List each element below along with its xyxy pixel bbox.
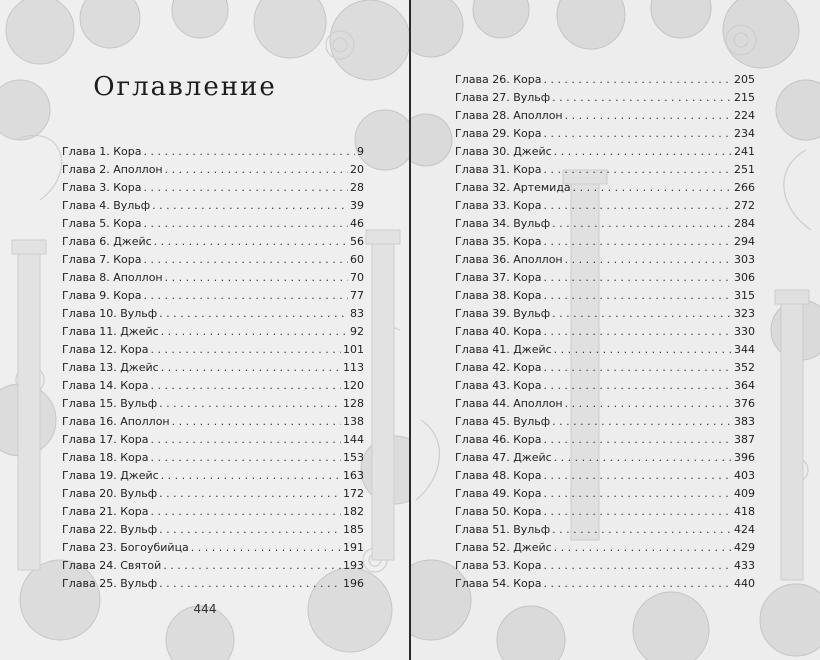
dot-leader	[552, 307, 732, 320]
toc-entry	[455, 343, 755, 361]
chapter-label: Глава 4. Вульф	[62, 199, 151, 212]
chapter-page-number: 303	[734, 253, 755, 266]
dot-leader	[161, 325, 348, 338]
dot-leader	[543, 469, 732, 482]
toc-entry	[62, 145, 364, 163]
chapter-page-number: 83	[350, 307, 364, 320]
chapter-label: Глава 42. Кора	[455, 361, 542, 374]
chapter-label: Глава 32. Артемида	[455, 181, 571, 194]
toc-entry	[455, 559, 755, 577]
chapter-label: Глава 52. Джейс	[455, 541, 552, 554]
chapter-label: Глава 14. Кора	[62, 379, 149, 392]
toc-entry	[455, 487, 755, 505]
dot-leader	[543, 361, 732, 374]
chapter-page-number: 70	[350, 271, 364, 284]
dot-leader	[543, 73, 732, 86]
toc-entry	[62, 343, 364, 361]
chapter-page-number: 144	[343, 433, 364, 446]
chapter-label: Глава 38. Кора	[455, 289, 542, 302]
toc-entry	[455, 253, 755, 271]
chapter-page-number: 92	[350, 325, 364, 338]
dot-leader	[159, 487, 341, 500]
dot-leader	[565, 109, 732, 122]
chapter-label: Глава 37. Кора	[455, 271, 542, 284]
dot-leader	[191, 541, 341, 554]
chapter-page-number: 172	[343, 487, 364, 500]
toc-entry	[62, 397, 364, 415]
toc-entry	[455, 199, 755, 217]
toc-entry	[455, 433, 755, 451]
toc-entry	[62, 541, 364, 559]
chapter-label: Глава 18. Кора	[62, 451, 149, 464]
chapter-page-number: 418	[734, 505, 755, 518]
dot-leader	[143, 181, 348, 194]
chapter-page-number: 403	[734, 469, 755, 482]
dot-leader	[143, 289, 348, 302]
chapter-page-number: 306	[734, 271, 755, 284]
toc-entry	[62, 469, 364, 487]
chapter-page-number: 56	[350, 235, 364, 248]
chapter-label: Глава 5. Кора	[62, 217, 142, 230]
chapter-label: Глава 26. Кора	[455, 73, 542, 86]
chapter-page-number: 205	[734, 73, 755, 86]
toc-entry	[455, 145, 755, 163]
chapter-label: Глава 22. Вульф	[62, 523, 158, 536]
chapter-label: Глава 35. Кора	[455, 235, 542, 248]
toc-entry	[62, 307, 364, 325]
chapter-label: Глава 45. Вульф	[455, 415, 551, 428]
chapter-label: Глава 53. Кора	[455, 559, 542, 572]
chapter-label: Глава 12. Кора	[62, 343, 149, 356]
chapter-label: Глава 31. Кора	[455, 163, 542, 176]
toc-entry	[62, 271, 364, 289]
chapter-label: Глава 23. Богоубийца	[62, 541, 189, 554]
chapter-page-number: 409	[734, 487, 755, 500]
chapter-label: Глава 3. Кора	[62, 181, 142, 194]
toc-entry	[455, 469, 755, 487]
chapter-page-number: 364	[734, 379, 755, 392]
chapter-label: Глава 33. Кора	[455, 199, 542, 212]
chapter-label: Глава 27. Вульф	[455, 91, 551, 104]
chapter-label: Глава 34. Вульф	[455, 217, 551, 230]
chapter-page-number: 284	[734, 217, 755, 230]
dot-leader	[543, 559, 732, 572]
toc-entry	[62, 181, 364, 199]
chapter-page-number: 185	[343, 523, 364, 536]
toc-entry	[455, 163, 755, 181]
toc-entry	[455, 577, 755, 595]
toc-entry	[455, 451, 755, 469]
dot-leader	[554, 541, 732, 554]
chapter-label: Глава 44. Аполлон	[455, 397, 563, 410]
chapter-label: Глава 11. Джейс	[62, 325, 159, 338]
chapter-label: Глава 8. Аполлон	[62, 271, 163, 284]
dot-leader	[159, 397, 341, 410]
dot-leader	[163, 559, 341, 572]
toc-entry	[455, 415, 755, 433]
toc-entry	[455, 217, 755, 235]
chapter-label: Глава 41. Джейс	[455, 343, 552, 356]
dot-leader	[159, 577, 341, 590]
toc-entry	[62, 451, 364, 469]
toc-entry	[455, 307, 755, 325]
toc-list-left	[62, 145, 364, 595]
toc-entry	[455, 127, 755, 145]
toc-entry	[455, 109, 755, 127]
toc-entry	[455, 505, 755, 523]
chapter-label: Глава 10. Вульф	[62, 307, 158, 320]
chapter-page-number: 234	[734, 127, 755, 140]
chapter-page-number: 128	[343, 397, 364, 410]
chapter-page-number: 193	[343, 559, 364, 572]
chapter-label: Глава 7. Кора	[62, 253, 142, 266]
dot-leader	[543, 433, 732, 446]
chapter-label: Глава 6. Джейс	[62, 235, 152, 248]
dot-leader	[543, 505, 732, 518]
chapter-page-number: 46	[350, 217, 364, 230]
chapter-page-number: 77	[350, 289, 364, 302]
chapter-page-number: 352	[734, 361, 755, 374]
chapter-label: Глава 21. Кора	[62, 505, 149, 518]
chapter-label: Глава 24. Святой	[62, 559, 162, 572]
table-of-contents-title: Оглавление	[93, 72, 277, 102]
dot-leader	[543, 379, 732, 392]
dot-leader	[552, 415, 732, 428]
chapter-page-number: 323	[734, 307, 755, 320]
toc-entry	[62, 433, 364, 451]
dot-leader	[159, 307, 348, 320]
toc-entry	[455, 73, 755, 91]
chapter-page-number: 215	[734, 91, 755, 104]
toc-entry	[62, 415, 364, 433]
toc-list-right	[455, 73, 755, 595]
dot-leader	[152, 199, 348, 212]
chapter-label: Глава 46. Кора	[455, 433, 542, 446]
dot-leader	[543, 199, 732, 212]
chapter-label: Глава 9. Кора	[62, 289, 142, 302]
dot-leader	[565, 253, 732, 266]
chapter-page-number: 60	[350, 253, 364, 266]
dot-leader	[543, 271, 732, 284]
chapter-page-number: 429	[734, 541, 755, 554]
dot-leader	[543, 127, 732, 140]
dot-leader	[165, 163, 348, 176]
dot-leader	[543, 487, 732, 500]
chapter-page-number: 153	[343, 451, 364, 464]
chapter-page-number: 20	[350, 163, 364, 176]
chapter-page-number: 9	[357, 145, 364, 158]
chapter-page-number: 196	[343, 577, 364, 590]
chapter-page-number: 424	[734, 523, 755, 536]
chapter-page-number: 396	[734, 451, 755, 464]
dot-leader	[543, 325, 732, 338]
dot-leader	[150, 451, 341, 464]
chapter-page-number: 440	[734, 577, 755, 590]
dot-leader	[552, 91, 732, 104]
dot-leader	[552, 523, 732, 536]
chapter-page-number: 28	[350, 181, 364, 194]
chapter-label: Глава 2. Аполлон	[62, 163, 163, 176]
chapter-label: Глава 47. Джейс	[455, 451, 552, 464]
dot-leader	[154, 235, 348, 248]
chapter-page-number: 224	[734, 109, 755, 122]
chapter-page-number: 241	[734, 145, 755, 158]
dot-leader	[554, 343, 732, 356]
chapter-label: Глава 13. Джейс	[62, 361, 159, 374]
chapter-page-number: 433	[734, 559, 755, 572]
chapter-page-number: 251	[734, 163, 755, 176]
chapter-page-number: 113	[343, 361, 364, 374]
chapter-label: Глава 43. Кора	[455, 379, 542, 392]
dot-leader	[543, 163, 732, 176]
toc-entry	[62, 325, 364, 343]
chapter-label: Глава 16. Аполлон	[62, 415, 170, 428]
chapter-label: Глава 19. Джейс	[62, 469, 159, 482]
dot-leader	[543, 577, 732, 590]
toc-entry	[455, 523, 755, 541]
chapter-page-number: 182	[343, 505, 364, 518]
toc-entry	[62, 199, 364, 217]
dot-leader	[543, 289, 732, 302]
dot-leader	[172, 415, 341, 428]
toc-entry	[62, 163, 364, 181]
dot-leader	[150, 343, 341, 356]
toc-entry	[455, 235, 755, 253]
chapter-page-number: 383	[734, 415, 755, 428]
chapter-page-number: 387	[734, 433, 755, 446]
chapter-page-number: 163	[343, 469, 364, 482]
toc-entry	[62, 379, 364, 397]
chapter-label: Глава 48. Кора	[455, 469, 542, 482]
chapter-page-number: 120	[343, 379, 364, 392]
chapter-label: Глава 36. Аполлон	[455, 253, 563, 266]
chapter-page-number: 266	[734, 181, 755, 194]
dot-leader	[565, 397, 732, 410]
dot-leader	[552, 217, 732, 230]
chapter-label: Глава 49. Кора	[455, 487, 542, 500]
chapter-label: Глава 39. Вульф	[455, 307, 551, 320]
dot-leader	[150, 433, 341, 446]
chapter-label: Глава 51. Вульф	[455, 523, 551, 536]
toc-entry	[62, 235, 364, 253]
toc-entry	[455, 271, 755, 289]
chapter-label: Глава 30. Джейс	[455, 145, 552, 158]
chapter-label: Глава 50. Кора	[455, 505, 542, 518]
chapter-label: Глава 54. Кора	[455, 577, 542, 590]
dot-leader	[573, 181, 732, 194]
chapter-label: Глава 15. Вульф	[62, 397, 158, 410]
chapter-page-number: 101	[343, 343, 364, 356]
chapter-label: Глава 29. Кора	[455, 127, 542, 140]
page-number: 444	[193, 602, 217, 616]
toc-entry	[62, 217, 364, 235]
chapter-page-number: 344	[734, 343, 755, 356]
dot-leader	[143, 145, 355, 158]
chapter-label: Глава 1. Кора	[62, 145, 142, 158]
dot-leader	[143, 253, 348, 266]
toc-entry	[455, 397, 755, 415]
toc-entry	[62, 577, 364, 595]
toc-entry	[455, 361, 755, 379]
chapter-page-number: 191	[343, 541, 364, 554]
chapter-page-number: 294	[734, 235, 755, 248]
dot-leader	[143, 217, 348, 230]
dot-leader	[165, 271, 348, 284]
dot-leader	[159, 523, 341, 536]
chapter-label: Глава 28. Аполлон	[455, 109, 563, 122]
toc-entry	[455, 289, 755, 307]
dot-leader	[150, 379, 341, 392]
chapter-page-number: 330	[734, 325, 755, 338]
toc-entry	[62, 559, 364, 577]
toc-entry	[62, 253, 364, 271]
toc-entry	[455, 181, 755, 199]
chapter-page-number: 376	[734, 397, 755, 410]
chapter-page-number: 315	[734, 289, 755, 302]
toc-entry	[455, 541, 755, 559]
chapter-label: Глава 25. Вульф	[62, 577, 158, 590]
toc-entry	[62, 505, 364, 523]
dot-leader	[543, 235, 732, 248]
toc-entry	[62, 361, 364, 379]
chapter-page-number: 138	[343, 415, 364, 428]
dot-leader	[554, 451, 732, 464]
chapter-label: Глава 40. Кора	[455, 325, 542, 338]
dot-leader	[161, 469, 341, 482]
chapter-label: Глава 20. Вульф	[62, 487, 158, 500]
dot-leader	[554, 145, 732, 158]
toc-entry	[62, 289, 364, 307]
right-page	[411, 0, 820, 660]
toc-entry	[455, 91, 755, 109]
dot-leader	[161, 361, 341, 374]
toc-entry	[62, 523, 364, 541]
toc-entry	[455, 379, 755, 397]
chapter-page-number: 39	[350, 199, 364, 212]
toc-entry	[455, 325, 755, 343]
chapter-label: Глава 17. Кора	[62, 433, 149, 446]
dot-leader	[150, 505, 341, 518]
chapter-page-number: 272	[734, 199, 755, 212]
toc-entry	[62, 487, 364, 505]
